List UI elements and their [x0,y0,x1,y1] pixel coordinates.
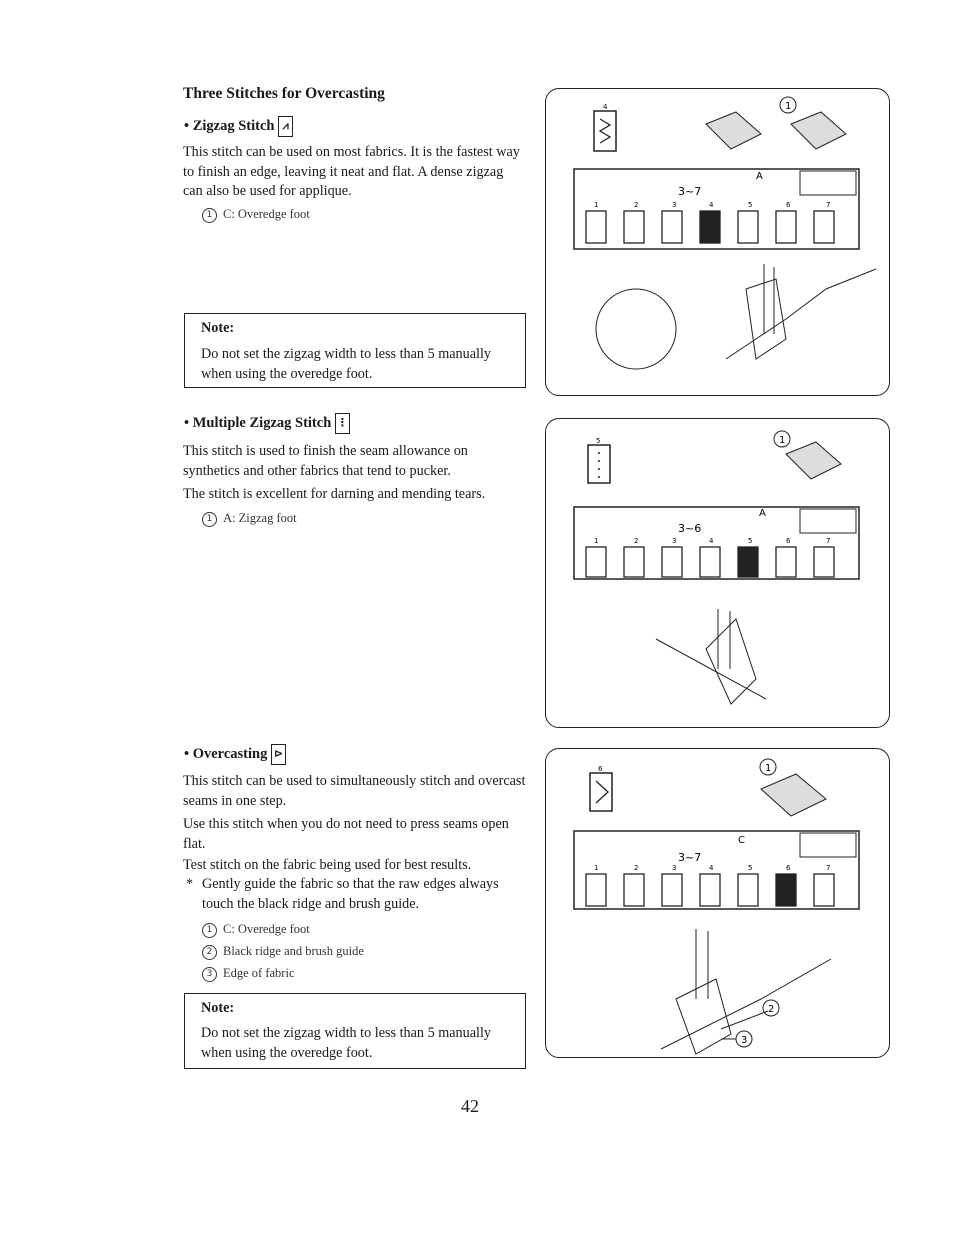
presser-foot-icon [761,774,826,816]
svg-text:6: 6 [786,864,791,872]
overcasting-ref-2 [202,944,364,960]
ref-text: A: Zigzag foot [223,511,297,525]
overcasting-ref-3 [202,966,295,982]
presser-foot-icon [706,112,846,149]
section-heading-zigzag: • Zigzag Stitch ⩘ [184,116,293,137]
stitch-selector-buttons [586,211,834,243]
svg-text:3: 3 [741,1035,748,1046]
section-heading-multiple-zigzag: • Multiple Zigzag Stitch ⋮ [184,413,350,434]
callout-3-icon: 3 [202,967,217,982]
stitch-pattern-icon [594,111,616,151]
svg-text:3: 3 [672,537,677,545]
svg-text:1: 1 [765,763,772,774]
presser-foot-icon [786,442,841,479]
svg-text:4: 4 [709,864,714,872]
foot-letter-label: A [756,171,763,182]
svg-text:3: 3 [672,201,677,209]
note-label: Note: [201,1000,235,1016]
selector-panel [574,507,859,579]
overcasting-stitch-icon: ⊳ [271,744,286,765]
svg-text:3: 3 [672,864,677,872]
note-box-1 [184,313,526,388]
figure-multiple-zigzag-illustration [546,419,889,727]
width-setting-label: 3~6 [678,522,702,535]
stitch-number-label: 4 [603,103,608,111]
callout-1-icon: 1 [202,208,217,223]
figure-overcasting [545,748,890,1058]
svg-text:1: 1 [594,201,599,209]
overcasting-ref-1 [202,922,310,938]
note-text: Do not set the zigzag width to less than 5 manually when using the overedge foot. [201,346,491,382]
tension-icon [800,171,856,195]
page-title: Three Stitches for Overcasting [183,85,385,102]
section-heading-overcasting: • Overcasting ⊳ [184,744,286,765]
svg-text:4: 4 [709,201,714,209]
overcasting-heading-text: Overcasting [192,745,268,762]
svg-text:7: 7 [826,201,831,209]
svg-text:2: 2 [634,537,639,545]
note-label: Note: [201,320,235,336]
svg-text:1: 1 [785,101,792,112]
svg-text:4: 4 [709,537,714,545]
svg-text:7: 7 [826,864,831,872]
multiple-zigzag-desc-2: The stitch is excellent for darning and mending tears. [183,486,486,502]
tension-icon [800,833,856,857]
multiple-zigzag-ref-1 [202,511,297,527]
callout-2-icon: 2 [202,945,217,960]
selector-panel [574,831,859,909]
ref-text: C: Overedge foot [223,207,310,221]
sewing-foot-drawing [726,264,876,359]
stitch-number-label: 6 [598,765,603,773]
overcasting-desc-2: Use this stitch when you do not need to press seams open flat. [183,816,509,852]
stitch-selector-buttons [586,874,834,906]
width-setting-label: 3~7 [678,185,702,198]
callout-1-icon: 1 [202,512,217,527]
svg-text:7: 7 [826,537,831,545]
stitch-selector-buttons [586,547,834,577]
foot-letter-label: C [738,835,745,846]
svg-text:1: 1 [594,864,599,872]
ref-text: Edge of fabric [223,966,295,980]
figure-zigzag-illustration [546,89,889,395]
stitch-number-label: 5 [596,437,601,445]
asterisk-mark: * [186,876,194,892]
tension-icon [800,509,856,533]
svg-text:1: 1 [779,435,786,446]
svg-text:5: 5 [748,864,753,872]
multiple-zigzag-icon: ⋮ [335,413,350,434]
multiple-zigzag-heading-text: Multiple Zigzag Stitch [192,414,332,431]
zigzag-ref-1 [202,207,310,223]
svg-text:2: 2 [768,1004,775,1015]
foot-letter-label: A [759,508,766,519]
svg-text:6: 6 [786,537,791,545]
svg-text:6: 6 [786,201,791,209]
figure-multiple-zigzag [545,418,890,728]
ref-text: Black ridge and brush guide [223,944,364,958]
width-setting-label: 3~7 [678,851,702,864]
zigzag-stitch-icon: ⩘ [278,116,293,137]
svg-text:5: 5 [748,201,753,209]
overcasting-asterisk-note: Gently guide the fabric so that the raw edges always touch the black ridge and brush guide. [202,876,499,912]
note-text: Do not set the zigzag width to less than 5 manually when using the overedge foot. [201,1025,491,1061]
stitch-sample-circle [596,289,676,369]
svg-text:2: 2 [634,864,639,872]
zigzag-heading-text: Zigzag Stitch [192,117,275,134]
overcasting-desc-1: This stitch can be used to simultaneously stitch and overcast seams in one step. [183,773,526,809]
overcasting-desc-3: Test stitch on the fabric being used for best results. [183,857,472,873]
svg-text:1: 1 [594,537,599,545]
callout-1-icon: 1 [202,923,217,938]
figure-zigzag [545,88,890,396]
zigzag-description: This stitch can be used on most fabrics. It is the fastest way to finish an edge, leaving it neat and flat. A dense zigzag can also be used for applique. [183,144,520,199]
note-box-2 [184,993,526,1069]
figure-overcasting-illustration [546,749,889,1057]
ref-text: C: Overedge foot [223,922,310,936]
multiple-zigzag-desc-1: This stitch is used to finish the seam allowance on synthetics and other fabrics that tend to pucker. [183,443,468,479]
svg-text:2: 2 [634,201,639,209]
page-number: 42 [461,1096,479,1116]
sewing-foot-drawing [656,609,766,704]
svg-text:5: 5 [748,537,753,545]
